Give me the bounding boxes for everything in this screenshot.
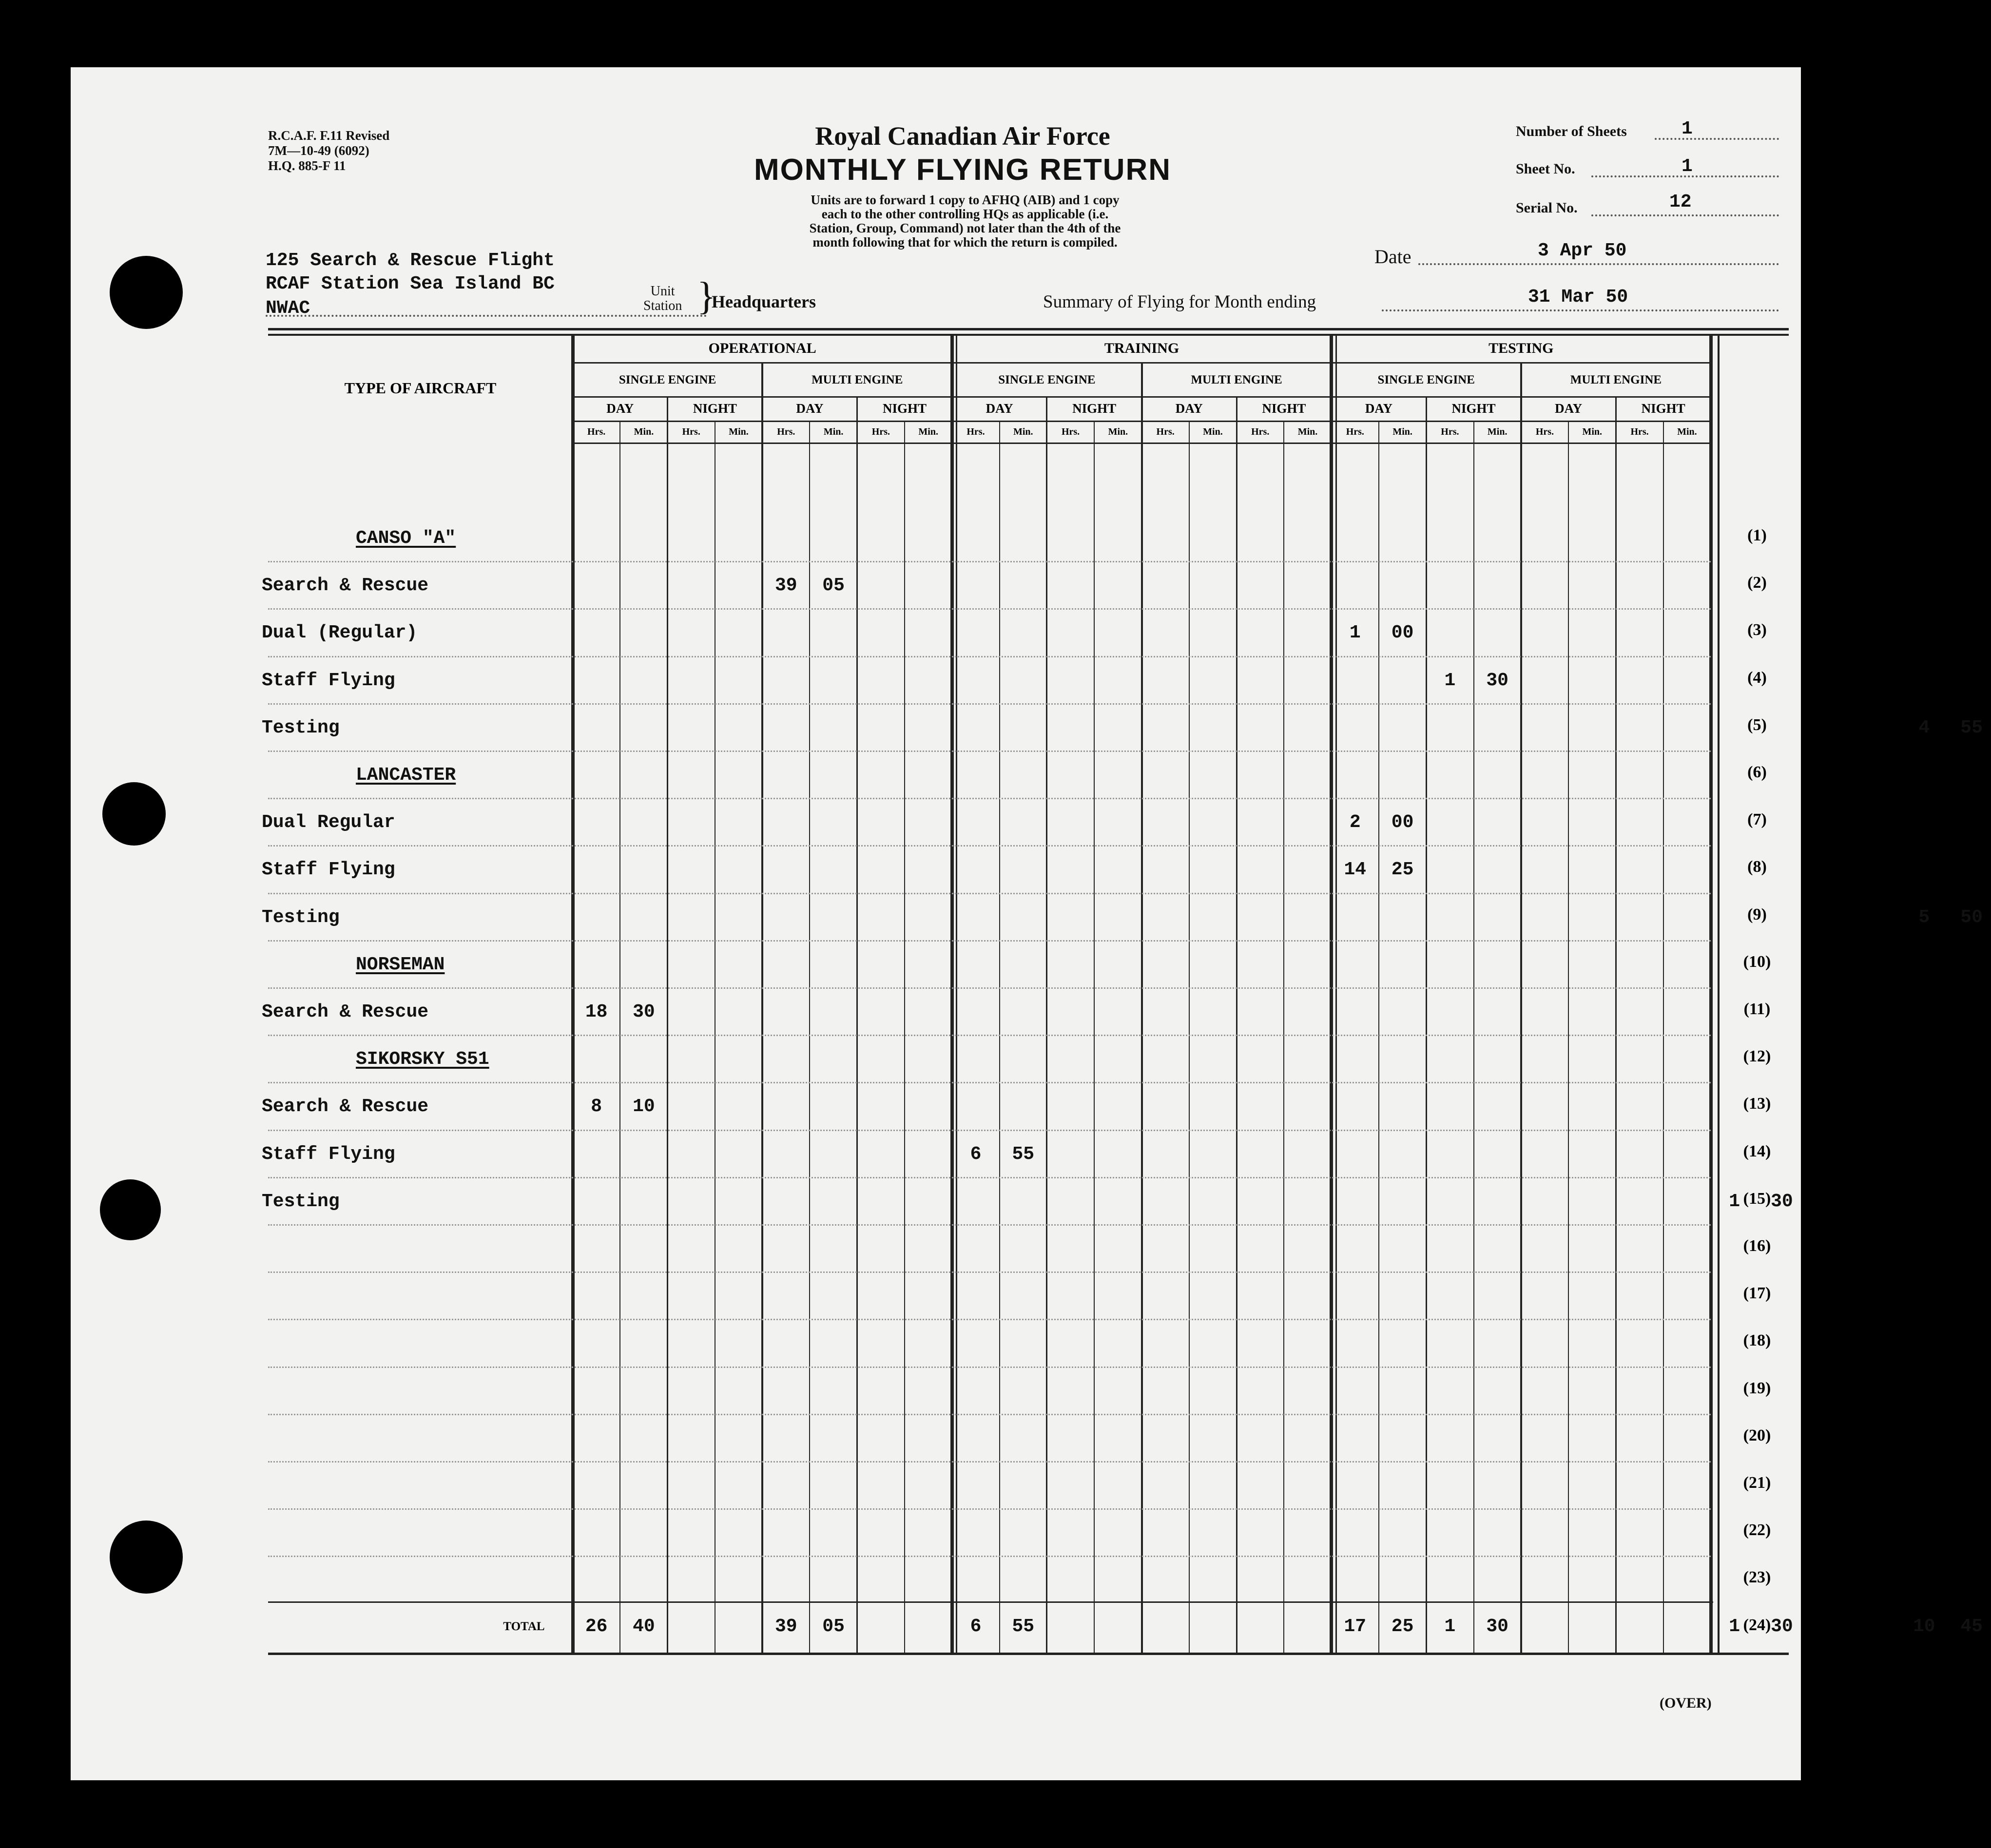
- unit-header: Min.: [1013, 426, 1033, 437]
- column-divider: [809, 421, 810, 1653]
- row-number: (5): [1747, 715, 1767, 734]
- table-top-rule: [268, 328, 1789, 330]
- instruction-line: Units are to forward 1 copy to AFHQ (AIB) and 1 copy: [811, 192, 1120, 207]
- row-number: (19): [1743, 1379, 1771, 1397]
- total-value: 17: [1344, 1616, 1367, 1637]
- column-divider: [1094, 421, 1095, 1653]
- engine-header: SINGLE ENGINE: [998, 373, 1096, 386]
- engine-header: SINGLE ENGINE: [1377, 373, 1475, 386]
- flying-category: Testing: [262, 717, 340, 738]
- unit-header: Hrs.: [871, 426, 890, 437]
- instruction-line: Station, Group, Command) not later than the 4th of the: [809, 221, 1121, 235]
- total-value: 25: [1391, 1616, 1414, 1637]
- summary-dots: [1382, 309, 1779, 311]
- unit-line-2: RCAF Station Sea Island BC: [266, 273, 555, 294]
- row-rule: [268, 751, 1711, 752]
- unit-label: Unit: [650, 284, 675, 299]
- form-ref-3: H.Q. 885-F 11: [268, 158, 346, 173]
- sheets-dots: [1655, 138, 1779, 140]
- row-rule: [268, 1414, 1711, 1415]
- aircraft-type-heading: SIKORSKY S51: [356, 1049, 489, 1070]
- total-value: 55: [1012, 1616, 1035, 1637]
- unit-header: Min.: [1487, 426, 1508, 437]
- row-rule: [268, 1271, 1711, 1273]
- unit-header: Hrs.: [1061, 426, 1080, 437]
- column-divider: [619, 421, 620, 1653]
- column-divider: [1568, 421, 1569, 1653]
- period-header: NIGHT: [693, 401, 737, 416]
- brace: }: [697, 275, 716, 318]
- unit-line-3: NWAC: [266, 298, 310, 319]
- row-rule: [268, 1319, 1711, 1320]
- row-rule: [268, 1130, 1711, 1131]
- row-number: (22): [1743, 1521, 1771, 1540]
- column-divider: [667, 396, 668, 1653]
- sheet-no-value: 1: [1682, 156, 1693, 177]
- cell-value: 55: [1960, 717, 1983, 738]
- unit-header: Hrs.: [1156, 426, 1175, 437]
- flying-category: Search & Rescue: [262, 1001, 429, 1022]
- unit-header: Min.: [1677, 426, 1697, 437]
- period-header: DAY: [1365, 401, 1392, 416]
- cell-value: 14: [1344, 859, 1367, 881]
- column-divider: [950, 336, 954, 1653]
- row-number: (8): [1747, 858, 1767, 876]
- column-divider: [1335, 336, 1337, 1653]
- unit-header: Hrs.: [1251, 426, 1270, 437]
- column-divider: [904, 421, 905, 1653]
- unit-header: Min.: [1297, 426, 1318, 437]
- cell-value: 18: [585, 1001, 608, 1022]
- unit-header: Min.: [729, 426, 749, 437]
- row-rule: [268, 893, 1711, 894]
- column-divider: [761, 362, 763, 1653]
- total-value: 1: [1729, 1616, 1740, 1637]
- row-number: (13): [1743, 1095, 1771, 1113]
- total-value: 45: [1960, 1616, 1983, 1637]
- unit-header: Min.: [1582, 426, 1603, 437]
- aircraft-type-heading: LANCASTER: [356, 765, 456, 786]
- period-header: DAY: [1555, 401, 1583, 416]
- column-divider: [1236, 396, 1237, 1653]
- row-number: (20): [1743, 1426, 1771, 1444]
- row-number: (2): [1747, 574, 1767, 592]
- table-top-rule: [268, 334, 1789, 336]
- row-number: (1): [1747, 526, 1767, 544]
- row-rule: [268, 1367, 1711, 1368]
- date-value: 3 Apr 50: [1538, 240, 1627, 261]
- column-divider: [856, 396, 858, 1653]
- form-sheet: [71, 67, 1983, 1780]
- column-divider: [1663, 421, 1664, 1653]
- serial-dots: [1591, 214, 1779, 216]
- type-of-aircraft-header: TYPE OF AIRCRAFT: [344, 379, 497, 397]
- row-rule: [268, 987, 1711, 989]
- row-number: (3): [1747, 621, 1767, 639]
- row-number: (18): [1743, 1331, 1771, 1350]
- cell-value: 1: [1729, 1191, 1740, 1212]
- group-header-1: TRAINING: [1104, 340, 1179, 356]
- cell-value: 6: [970, 1143, 982, 1165]
- sheets-label: Number of Sheets: [1516, 123, 1627, 139]
- unit-header: Hrs.: [1630, 426, 1649, 437]
- engine-header: MULTI ENGINE: [812, 373, 903, 386]
- row-number: (17): [1743, 1284, 1771, 1303]
- row-number: (7): [1747, 810, 1767, 829]
- row-rule: [268, 608, 1711, 610]
- cell-value: 25: [1391, 859, 1414, 881]
- unit-header: Min.: [1108, 426, 1128, 437]
- row-number: (15): [1743, 1189, 1771, 1208]
- total-value: 39: [775, 1616, 797, 1637]
- row-number: (12): [1743, 1047, 1771, 1066]
- unit-value: Headquarters: [712, 292, 816, 311]
- row-rule: [268, 1556, 1711, 1557]
- row-rule: [268, 845, 1711, 847]
- total-value: 10: [1913, 1616, 1935, 1637]
- station-label: Station: [643, 298, 682, 313]
- row-number: (4): [1747, 668, 1767, 687]
- unit-station-label: [643, 284, 682, 313]
- period-header: DAY: [1175, 401, 1203, 416]
- flying-category: Dual (Regular): [262, 622, 418, 644]
- flying-category: Staff Flying: [262, 670, 395, 691]
- column-divider: [1189, 421, 1190, 1653]
- column-divider: [1283, 421, 1284, 1653]
- row-number: (11): [1743, 1000, 1771, 1018]
- period-header: DAY: [986, 401, 1013, 416]
- column-divider: [1426, 396, 1427, 1653]
- serial-label: Serial No.: [1516, 200, 1578, 216]
- cell-value: 50: [1960, 906, 1983, 928]
- unit-dots: [266, 315, 707, 317]
- row-rule: [268, 656, 1711, 657]
- unit-header: Min.: [823, 426, 844, 437]
- period-header: NIGHT: [1262, 401, 1306, 416]
- engine-header: MULTI ENGINE: [1570, 373, 1662, 386]
- cell-value: 10: [633, 1096, 655, 1117]
- unit-header: Min.: [634, 426, 654, 437]
- row-number: (21): [1743, 1474, 1771, 1492]
- unit-header: Hrs.: [777, 426, 795, 437]
- total-rule: [268, 1601, 1713, 1603]
- row-rule: [268, 1082, 1711, 1083]
- form-title: MONTHLY FLYING RETURN: [754, 153, 1172, 187]
- cell-value: 1: [1349, 622, 1361, 644]
- unit-line-1: 125 Search & Rescue Flight: [266, 250, 555, 271]
- aircraft-type-heading: CANSO "A": [356, 528, 456, 549]
- row-number: (16): [1743, 1237, 1771, 1255]
- unit-header: Hrs.: [967, 426, 985, 437]
- row-rule: [268, 703, 1711, 705]
- column-divider: [1615, 396, 1617, 1653]
- row-rule: [268, 1508, 1711, 1510]
- engine-header: SINGLE ENGINE: [619, 373, 716, 386]
- column-divider: [1378, 421, 1379, 1653]
- flying-category: Staff Flying: [262, 859, 395, 881]
- group-header-0: OPERATIONAL: [708, 340, 816, 356]
- date-label: Date: [1374, 246, 1411, 268]
- column-divider: [956, 336, 957, 1653]
- cell-value: 55: [1012, 1143, 1035, 1165]
- column-divider: [571, 336, 575, 1653]
- column-divider: [1046, 396, 1047, 1653]
- summary-value: 31 Mar 50: [1528, 287, 1628, 308]
- period-header: DAY: [796, 401, 824, 416]
- row-number: (24): [1743, 1616, 1771, 1634]
- over-note: (OVER): [1660, 1695, 1712, 1711]
- row-number: (23): [1743, 1568, 1771, 1587]
- cell-value: 30: [633, 1001, 655, 1022]
- unit-header: Hrs.: [1535, 426, 1554, 437]
- cell-value: 5: [1918, 906, 1930, 928]
- flying-category: Search & Rescue: [262, 575, 429, 597]
- unit-header: Min.: [1392, 426, 1412, 437]
- instruction-line: each to the other controlling HQs as applicable (i.e.: [821, 207, 1109, 221]
- row-number: (14): [1743, 1142, 1771, 1160]
- serial-value: 12: [1669, 192, 1692, 212]
- column-divider: [1520, 362, 1522, 1653]
- instructions: [780, 193, 1150, 250]
- row-number: (9): [1747, 905, 1767, 924]
- cell-value: 00: [1391, 622, 1414, 644]
- row-rule: [268, 1177, 1711, 1178]
- column-divider: [999, 421, 1000, 1653]
- form-ref-1: R.C.A.F. F.11 Revised: [268, 128, 390, 143]
- org-title: Royal Canadian Air Force: [815, 121, 1110, 151]
- flying-category: Testing: [262, 1191, 340, 1212]
- row-rule: [268, 798, 1711, 799]
- column-divider: [1718, 336, 1720, 1653]
- sheet-no-label: Sheet No.: [1516, 161, 1575, 177]
- period-header: DAY: [606, 401, 634, 416]
- binder-hole: [102, 782, 166, 846]
- binder-hole: [100, 1179, 161, 1240]
- unit-header: Min.: [1203, 426, 1223, 437]
- total-value: 1: [1444, 1616, 1456, 1637]
- unit-header: Hrs.: [682, 426, 700, 437]
- row-rule: [268, 1035, 1711, 1036]
- cell-value: 30: [1486, 670, 1508, 691]
- flying-category: Testing: [262, 906, 340, 928]
- total-value: 26: [585, 1616, 608, 1637]
- cell-value: 00: [1391, 812, 1414, 833]
- row-rule: [268, 1224, 1711, 1226]
- binder-hole: [110, 256, 183, 329]
- flying-category: Staff Flying: [262, 1143, 395, 1165]
- form-ref-2: 7M—10-49 (6092): [268, 143, 369, 158]
- unit-header: Hrs.: [587, 426, 606, 437]
- period-header: NIGHT: [1451, 401, 1496, 416]
- aircraft-type-heading: NORSEMAN: [356, 954, 445, 975]
- cell-value: 30: [1771, 1191, 1793, 1212]
- column-divider: [1141, 362, 1143, 1653]
- total-value: 30: [1771, 1616, 1793, 1637]
- total-value: 6: [970, 1616, 982, 1637]
- cell-value: 1: [1444, 670, 1456, 691]
- date-dots: [1418, 263, 1779, 265]
- column-divider: [1473, 421, 1474, 1653]
- cell-value: 8: [591, 1096, 602, 1117]
- column-divider: [1330, 336, 1333, 1653]
- binder-hole: [110, 1521, 183, 1594]
- instruction-line: month following that for which the return is compiled.: [812, 235, 1118, 250]
- engine-header: MULTI ENGINE: [1191, 373, 1282, 386]
- summary-label: Summary of Flying for Month ending: [1043, 292, 1316, 312]
- row-rule: [268, 1461, 1711, 1463]
- row-rule: [268, 940, 1711, 942]
- group-header-2: TESTING: [1488, 340, 1554, 356]
- unit-header: Hrs.: [1441, 426, 1459, 437]
- flying-category: Search & Rescue: [262, 1096, 429, 1117]
- total-value: 05: [822, 1616, 845, 1637]
- row-number: (10): [1743, 952, 1771, 971]
- column-divider: [1709, 336, 1713, 1653]
- total-value: 40: [633, 1616, 655, 1637]
- unit-header: Hrs.: [1346, 426, 1364, 437]
- sheets-value: 1: [1682, 118, 1693, 139]
- period-header: NIGHT: [1072, 401, 1117, 416]
- cell-value: 2: [1349, 812, 1361, 833]
- flying-category: Dual Regular: [262, 812, 395, 833]
- unit-header: Min.: [918, 426, 938, 437]
- total-label: TOTAL: [503, 1619, 545, 1633]
- table-bottom-rule: [268, 1653, 1789, 1655]
- row-number: (6): [1747, 763, 1767, 781]
- period-header: NIGHT: [883, 401, 927, 416]
- row-rule: [268, 561, 1711, 562]
- cell-value: 4: [1918, 717, 1930, 738]
- total-value: 30: [1486, 1616, 1508, 1637]
- cell-value: 39: [775, 575, 797, 597]
- period-header: NIGHT: [1641, 401, 1685, 416]
- cell-value: 05: [822, 575, 845, 597]
